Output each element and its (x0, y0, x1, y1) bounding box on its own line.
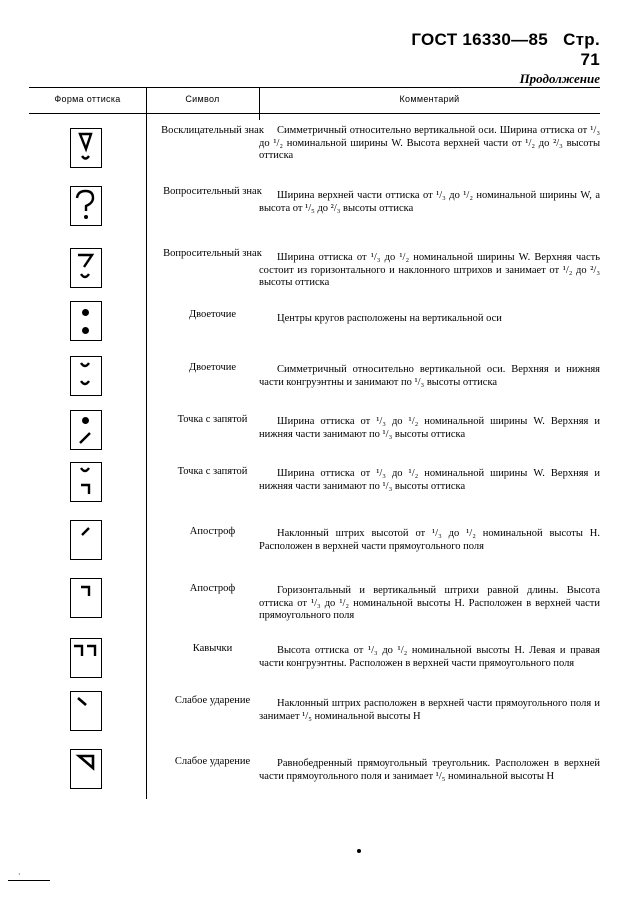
table-header-rule (29, 113, 600, 114)
footer-mark: · (18, 870, 21, 879)
colon-cups-glyph-icon (70, 356, 102, 396)
semicolon-alt-glyph-icon (70, 462, 102, 502)
comment-text: Ширина оттиска от ¹/₃ до ¹/₂ номинальной ширины W. Верхняя и нижняя части занимают по ¹/₃ высоты оттиска (259, 468, 600, 492)
question-alt-glyph-icon (70, 248, 102, 288)
table-top-rule (29, 87, 600, 88)
column-header-symbol: Символ (185, 94, 220, 104)
symbol-name: Восклицательный знак (161, 125, 264, 136)
comment-text: Наклонный штрих высотой от ¹/₃ до ¹/₂ номинальной высоты H. Расположен в верхней части прямоугольного поля (259, 528, 600, 552)
semicolon-glyph-icon (70, 410, 102, 450)
weak-accent-glyph-icon (70, 691, 102, 731)
symbol-name: Точка с запятой (177, 466, 248, 477)
symbol-name: Двоеточие (188, 362, 237, 373)
exclamation-glyph-icon (70, 128, 102, 168)
comment-text: Центры кругов расположены на вертикальной оси (277, 313, 502, 324)
symbol-name: Слабое ударение (174, 756, 251, 767)
comment-text: Горизонтальный и вертикальный штрихи равной длины. Высота оттиска от ¹/₃ до ¹/₂ номинальной высоты H. Расположен в верхней части прямоугольного поля (259, 585, 600, 621)
comment-text: Наклонный штрих расположен в верхней части прямоугольного поля и занимает ¹/₅ номинальной высоты H (259, 698, 600, 722)
colon-dots-glyph-icon (70, 301, 102, 341)
comment-text: Ширина оттиска от ¹/₃ до ¹/₂ номинальной ширины W. Верхняя часть состоит из горизонтального и наклонного штрихов и занимает от ¹/₂ до ²/₃ высоты оттиска (259, 252, 600, 288)
apostrophe-alt-glyph-icon (70, 578, 102, 618)
comment-text: Ширина оттиска от ¹/₃ до ¹/₂ номинальной ширины W. Верхняя и нижняя части занимают по ¹/₃ высоты оттиска (259, 416, 600, 440)
symbol-name: Вопросительный знак (163, 248, 262, 259)
symbol-name: Двоеточие (188, 309, 237, 320)
comment-text: Ширина верхней части оттиска от ¹/₃ до ¹/₂ номинальной ширины W, а высота от ¹/₅ до ²/₃ высоты оттиска (259, 190, 600, 214)
footer-dot (357, 849, 361, 853)
column-divider-1 (146, 87, 147, 799)
comment-text: Равнобедренный прямоугольный треугольник. Расположен в верхней части прямоугольного поля и занимает ¹/₅ номинальной высоты H (259, 758, 600, 782)
page-header (400, 30, 600, 70)
footer-line (8, 880, 50, 881)
page-number: Стр. 71 (563, 30, 600, 69)
standard-number: ГОСТ 16330—85 (411, 30, 548, 49)
comment-text: Симметричный относительно вертикальной оси. Ширина оттиска от ¹/₃ до ¹/₂ номинальной ширины W. Высота верхней части от ¹/₂ до ²/₃ высоты оттиска (259, 125, 600, 161)
symbol-name: Слабое ударение (174, 695, 251, 706)
comment-text: Высота оттиска от ¹/₃ до ¹/₂ номинальной высоты H. Левая и правая части конгруэнтны. Расположен в верхней части прямоугольного поля (259, 645, 600, 669)
symbol-name: Апостроф (189, 583, 236, 594)
column-header-form: Форма оттиска (54, 94, 121, 104)
symbol-name: Вопросительный знак (163, 186, 262, 197)
comment-text: Симметричный относительно вертикальной оси. Верхняя и нижняя части конгруэнтны и занимают по ¹/₃ высоты оттиска (259, 364, 600, 388)
column-header-comment: Комментарий (399, 94, 460, 104)
continuation-label: Продолжение (519, 71, 600, 86)
weak-accent-triangle-glyph-icon (70, 749, 102, 789)
symbol-name: Кавычки (192, 643, 233, 654)
symbol-name: Точка с запятой (177, 414, 248, 425)
question-glyph-icon (70, 186, 102, 226)
symbol-name: Апостроф (189, 526, 236, 537)
apostrophe-glyph-icon (70, 520, 102, 560)
quotes-glyph-icon (70, 638, 102, 678)
